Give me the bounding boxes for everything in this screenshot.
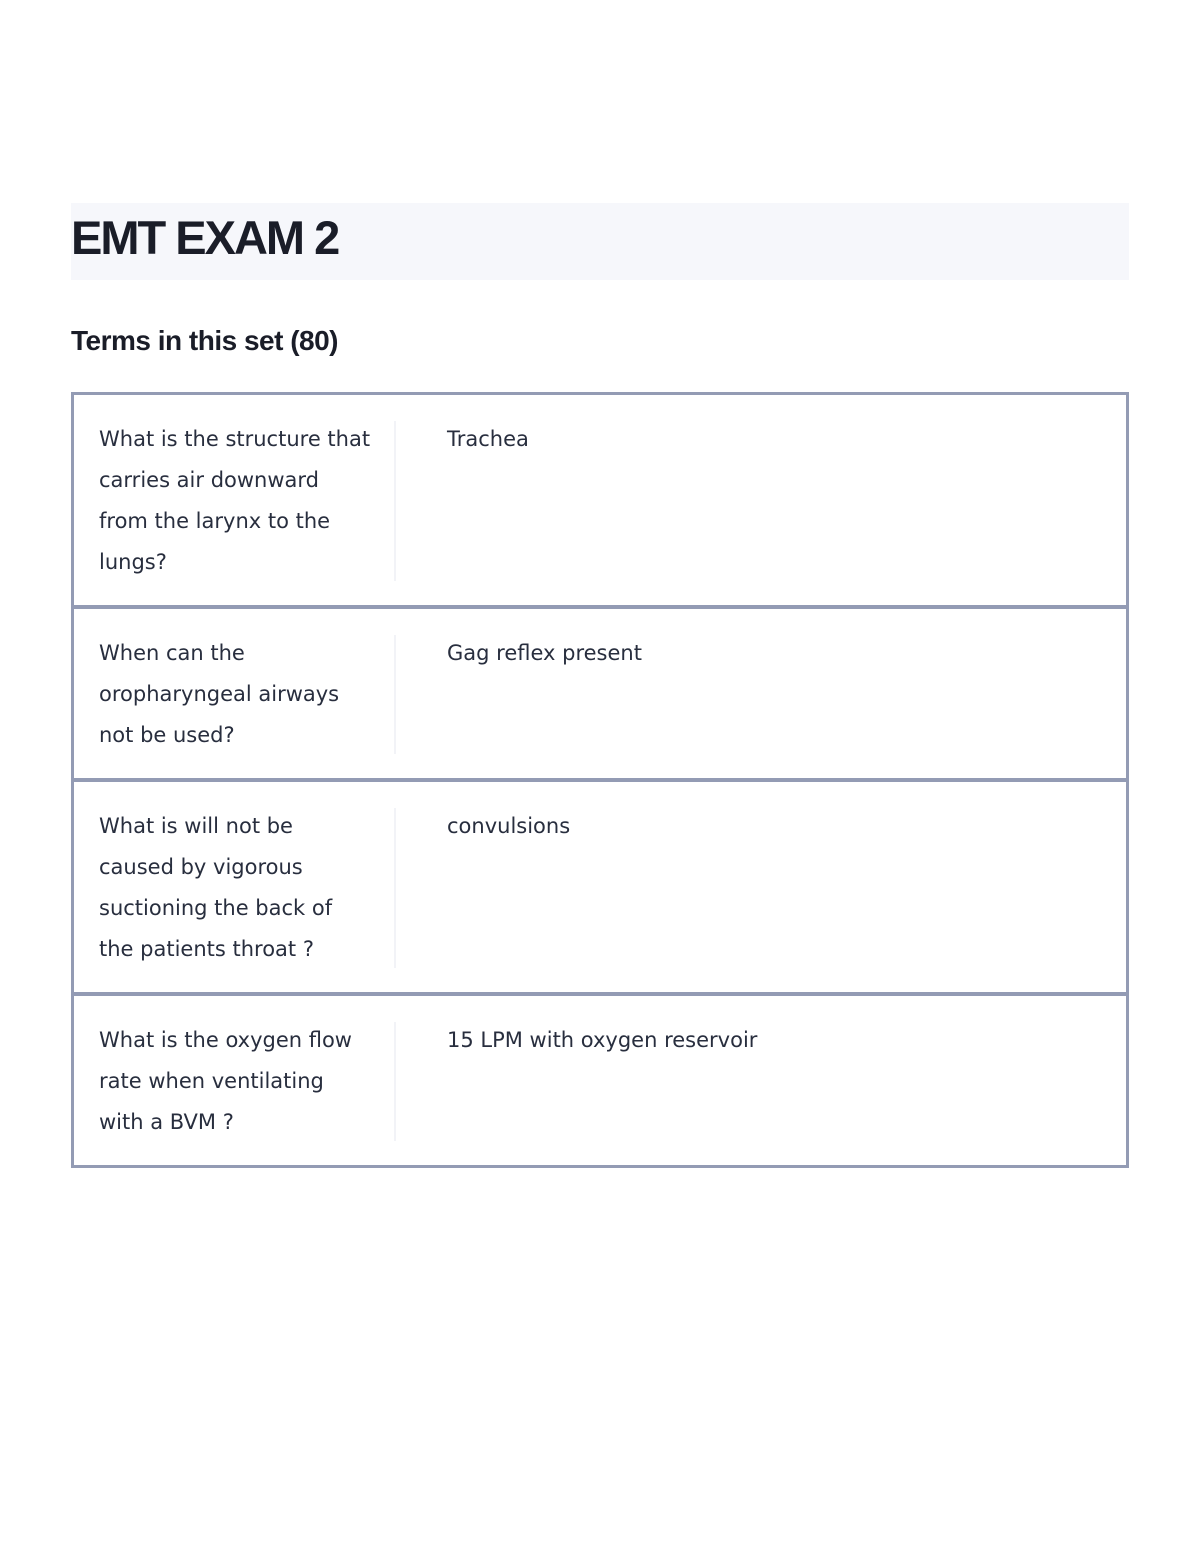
set-title: EMT EXAM 2: [71, 211, 339, 264]
column-divider: [394, 1022, 396, 1141]
definition-text: Gag reflex present: [447, 641, 642, 665]
term-row: [74, 996, 1126, 1168]
column-divider: [394, 635, 396, 754]
term-row: [74, 782, 1126, 996]
term-text: What is the oxygen flow rate when ventilating with a BVM ?: [99, 1028, 352, 1134]
term-text: What is the structure that carries air downward from the larynx to the lungs?: [99, 427, 371, 574]
term-row: [74, 395, 1126, 609]
term-text: When can the oropharyngeal airways not be used?: [99, 641, 340, 747]
column-divider: [394, 421, 396, 581]
column-divider: [394, 808, 396, 968]
term-row: [74, 609, 1126, 782]
term-list: [71, 392, 1129, 1168]
definition-text: convulsions: [447, 814, 571, 838]
terms-count-heading: Terms in this set (80): [71, 325, 339, 356]
term-text: What is will not be caused by vigorous suctioning the back of the patients throat ?: [99, 814, 333, 961]
definition-text: Trachea: [447, 427, 529, 451]
definition-text: 15 LPM with oxygen reservoir: [447, 1028, 758, 1052]
